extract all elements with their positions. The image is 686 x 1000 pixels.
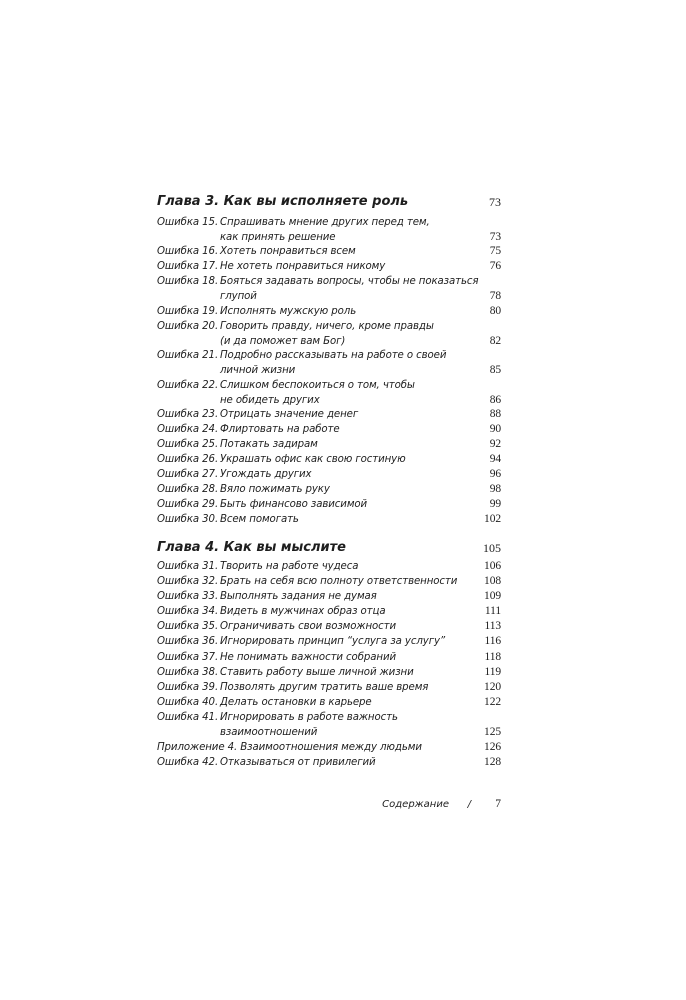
toc-entry — [157, 710, 503, 740]
toc-entry — [157, 304, 503, 319]
entry-text: Быть финансово зависимой — [220, 499, 368, 510]
entry-text-continued: (и да поможет вам Бог) — [220, 336, 346, 347]
entry-label: Ошибка 36. — [157, 636, 219, 647]
toc-entry — [157, 497, 503, 512]
entry-text: Делать остановки в карьере — [220, 697, 372, 708]
entry-page: 86 — [489, 394, 501, 406]
entry-page: 82 — [489, 335, 501, 347]
entry-text: Не хотеть понравиться никому — [220, 261, 386, 272]
toc-entry — [157, 619, 503, 634]
toc-entry — [157, 259, 503, 274]
entry-label: Ошибка 28. — [157, 484, 219, 495]
entry-label: Ошибка 17. — [157, 261, 219, 272]
entry-label: Ошибка 16. — [157, 246, 219, 257]
entry-label: Ошибка 25. — [157, 439, 219, 450]
entry-text: Спрашивать мнение других перед тем, — [220, 217, 430, 228]
toc-entry — [157, 452, 503, 467]
entry-label: Ошибка 26. — [157, 454, 219, 465]
entry-text: Отрицать значение денег — [220, 409, 359, 420]
entry-text: Всем помогать — [220, 514, 299, 525]
entry-page: 113 — [484, 620, 501, 632]
entry-text-continued: не обидеть других — [220, 395, 320, 406]
entry-text: Флиртовать на работе — [220, 424, 340, 435]
entry-label: Ошибка 23. — [157, 409, 219, 420]
entry-text: Хотеть понравиться всем — [220, 246, 356, 257]
entry-text: Видеть в мужчинах образ отца — [220, 606, 386, 617]
chapter-page: 105 — [483, 541, 501, 555]
entry-label: Ошибка 41. — [157, 712, 219, 723]
entry-label: Ошибка 31. — [157, 561, 219, 572]
toc-entry — [157, 348, 503, 378]
entry-text: Взаимоотношения между людьми — [240, 742, 422, 753]
entry-label: Ошибка 42. — [157, 757, 219, 768]
entry-text: Не понимать важности собраний — [220, 652, 396, 663]
entry-label: Ошибка 21. — [157, 350, 219, 361]
toc-entry — [157, 437, 503, 452]
entry-label: Ошибка 30. — [157, 514, 219, 525]
page-number: 7 — [495, 798, 501, 810]
entry-text: Отказываться от привилегий — [220, 757, 376, 768]
entry-text: Бояться задавать вопросы, чтобы не показаться — [220, 276, 479, 287]
entry-text: Ставить работу выше личной жизни — [220, 667, 414, 678]
entry-page: 85 — [489, 364, 501, 376]
entry-label: Ошибка 22. — [157, 380, 219, 391]
toc-entry — [157, 604, 503, 619]
entry-label: Ошибка 18. — [157, 276, 219, 287]
entry-label: Ошибка 37. — [157, 652, 219, 663]
entry-label: Ошибка 38. — [157, 667, 219, 678]
chapter-title: Глава 3. Как вы исполняете роль — [157, 194, 409, 209]
toc-entry — [157, 215, 503, 245]
entry-page: 125 — [484, 726, 501, 738]
toc-entry — [157, 695, 503, 710]
entry-text: Позволять другим тратить ваше время — [220, 682, 429, 693]
entry-label: Ошибка 27. — [157, 469, 219, 480]
entry-text: Творить на работе чудеса — [220, 561, 359, 572]
entry-label: Ошибка 15. — [157, 217, 219, 228]
entry-page: 96 — [489, 468, 501, 480]
toc-entry — [157, 755, 503, 770]
entry-label: Ошибка 20. — [157, 321, 219, 332]
entry-page: 109 — [484, 590, 501, 602]
entry-page: 128 — [484, 756, 501, 768]
entry-label: Ошибка 40. — [157, 697, 219, 708]
entry-text: Игнорировать в работе важность — [220, 712, 398, 723]
entry-page: 76 — [489, 260, 501, 272]
entry-page: 126 — [484, 741, 501, 753]
entry-text: Украшать офис как свою гостиную — [220, 454, 406, 465]
entry-text: Игнорировать принцип “услуга за услугу” — [220, 636, 446, 647]
entry-page: 99 — [489, 498, 501, 510]
entry-page: 118 — [484, 651, 501, 663]
toc-entry — [157, 244, 503, 259]
toc-entry — [157, 378, 503, 408]
entry-label: Ошибка 39. — [157, 682, 219, 693]
entry-page: 92 — [489, 438, 501, 450]
entry-page: 108 — [484, 575, 501, 587]
toc-entry — [157, 650, 503, 665]
entry-label: Приложение 4. — [157, 742, 238, 753]
toc-entry — [157, 274, 503, 304]
entry-label: Ошибка 34. — [157, 606, 219, 617]
page-footer — [157, 797, 503, 812]
entry-label: Ошибка 35. — [157, 621, 219, 632]
entry-page: 88 — [489, 408, 501, 420]
entry-text-continued: личной жизни — [220, 365, 296, 376]
entry-text: Выполнять задания не думая — [220, 591, 377, 602]
entry-text: Потакать задирам — [220, 439, 318, 450]
entry-text: Угождать других — [220, 469, 312, 480]
entry-page: 111 — [484, 605, 501, 617]
chapter-title: Глава 4. Как вы мыслите — [157, 540, 346, 555]
entry-text-continued: как принять решение — [220, 232, 336, 243]
entry-page: 73 — [489, 231, 501, 243]
entry-page: 98 — [489, 483, 501, 495]
toc-entry — [157, 467, 503, 482]
entry-label: Ошибка 19. — [157, 306, 219, 317]
entry-page: 80 — [489, 305, 501, 317]
entry-page: 122 — [484, 696, 501, 708]
toc-entry — [157, 422, 503, 437]
toc-entry — [157, 665, 503, 680]
entry-label: Ошибка 33. — [157, 591, 219, 602]
toc-entry — [157, 512, 503, 527]
entry-label: Ошибка 24. — [157, 424, 219, 435]
toc-entry — [157, 574, 503, 589]
entry-page: 102 — [484, 513, 501, 525]
toc-entry — [157, 319, 503, 349]
toc-entry — [157, 589, 503, 604]
entry-page: 78 — [489, 290, 501, 302]
entry-page: 75 — [489, 245, 501, 257]
entry-page: 94 — [489, 453, 501, 465]
entry-text: Брать на себя всю полноту ответственности — [220, 576, 458, 587]
entry-text: Подробно рассказывать на работе о своей — [220, 350, 447, 361]
entry-text-continued: глупой — [220, 291, 257, 302]
entry-label: Ошибка 32. — [157, 576, 219, 587]
chapter-heading — [157, 192, 503, 212]
entry-text: Исполнять мужскую роль — [220, 306, 357, 317]
entry-text: Говорить правду, ничего, кроме правды — [220, 321, 434, 332]
chapter-heading — [157, 538, 503, 558]
toc-entry — [157, 680, 503, 695]
running-title: Содержание — [382, 799, 449, 810]
entry-label: Ошибка 29. — [157, 499, 219, 510]
entry-text: Слишком беспокоиться о том, чтобы — [220, 380, 415, 391]
toc-page — [157, 0, 503, 1000]
entry-page: 120 — [484, 681, 501, 693]
toc-entry — [157, 559, 503, 574]
entry-page: 90 — [489, 423, 501, 435]
entry-text-continued: взаимоотношений — [220, 727, 318, 738]
chapter-page: 73 — [489, 195, 501, 209]
toc-entry — [157, 407, 503, 422]
toc-entry — [157, 634, 503, 649]
entry-text: Вяло пожимать руку — [220, 484, 330, 495]
toc-entry — [157, 482, 503, 497]
entry-text: Ограничивать свои возможности — [220, 621, 397, 632]
entry-page: 106 — [484, 560, 501, 572]
entry-page: 116 — [484, 635, 501, 647]
entry-page: 119 — [484, 666, 501, 678]
toc-entry — [157, 740, 503, 755]
footer-separator: / — [467, 799, 471, 810]
